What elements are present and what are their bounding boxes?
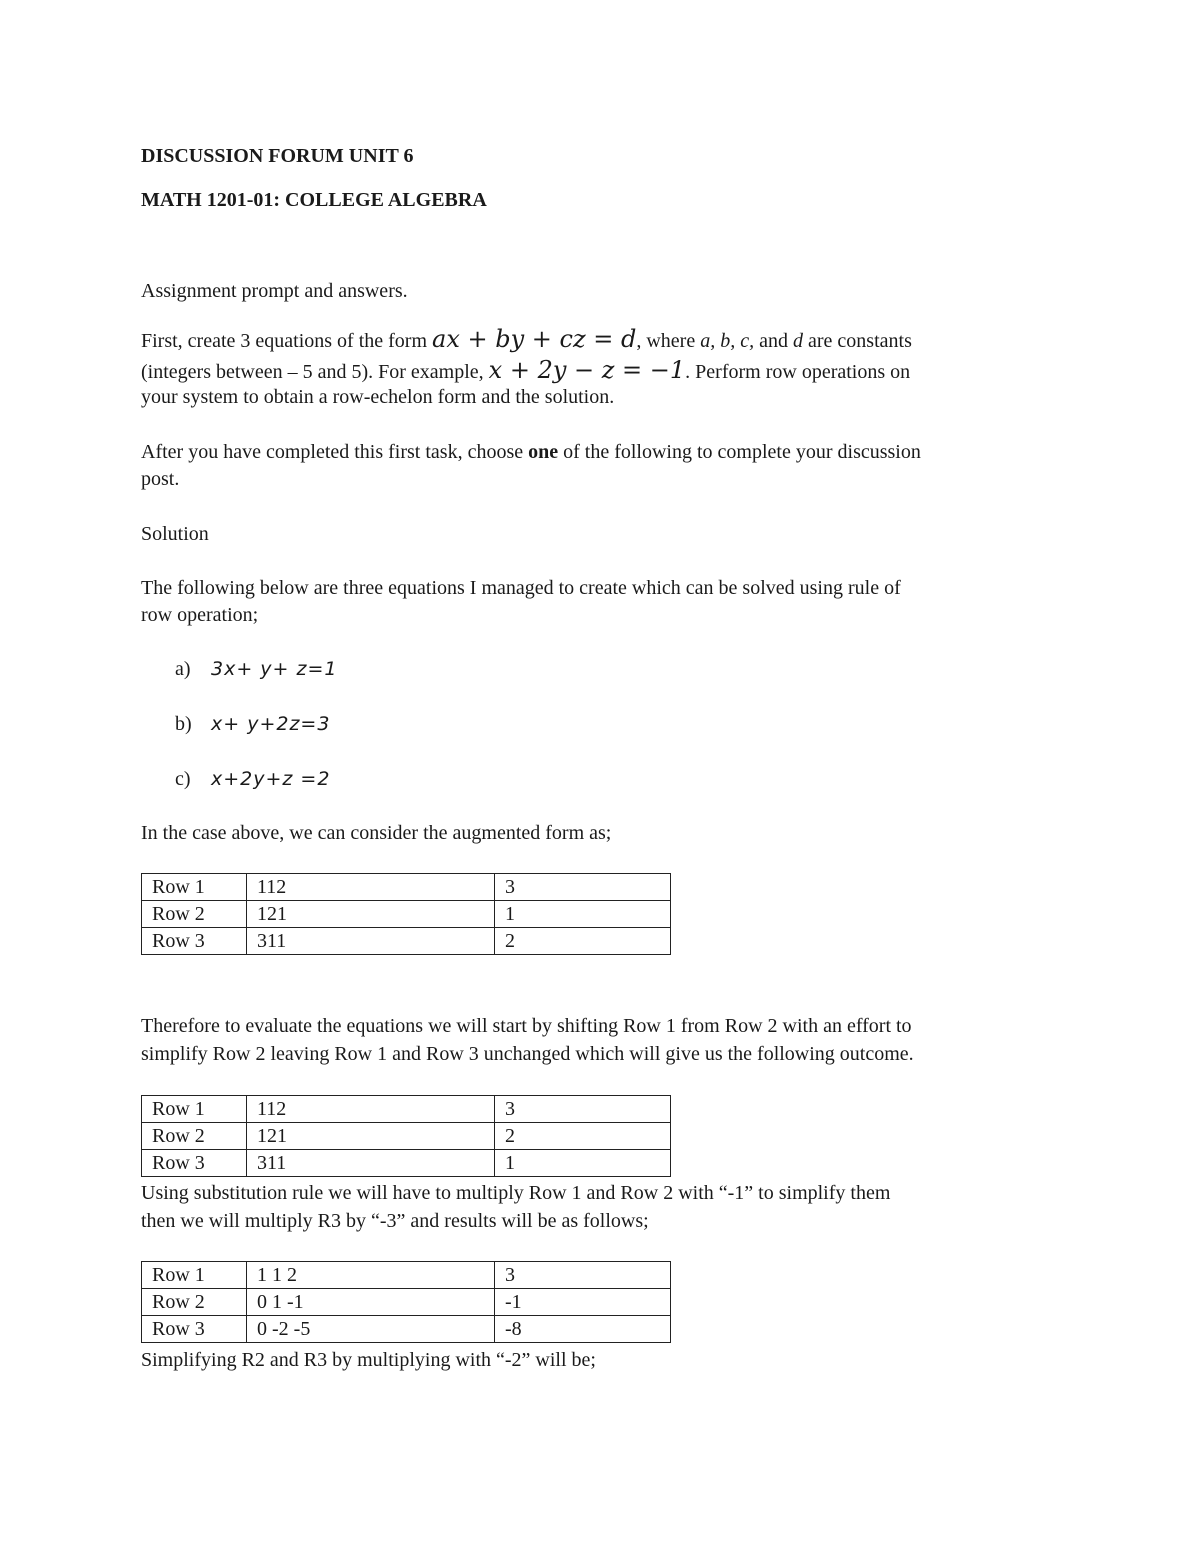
equation-item [175,656,337,683]
emphasis-one: one [528,441,559,463]
equation-label: a) [175,658,191,680]
doc-title: DISCUSSION FORUM UNIT 6 [141,145,414,167]
table-row [142,874,671,901]
table-cell: Row 1 [142,1262,247,1289]
solution-heading: Solution [141,523,209,545]
constant-var-d: d [793,330,803,352]
table-row [142,901,671,928]
table-row [142,1096,671,1123]
table-cell: 1 [495,1150,671,1177]
solution-intro-line-2: row operation; [141,604,259,626]
prompt-text: First, create 3 equations of the form [141,330,433,352]
table-cell: 0 -2 -5 [247,1316,495,1343]
prompt-line-5: post. [141,468,180,490]
solution-intro-line-1: The following below are three equations I managed to create which can be solved using rule of [141,577,901,599]
augmented-table-3 [141,1261,671,1343]
table-cell: 3 [495,874,671,901]
step3-line: Simplifying R2 and R3 by multiplying with “-2” will be; [141,1349,596,1371]
example-equation: x + 2y − z = −1 [488,356,686,384]
augmented-table-1 [141,873,671,955]
table-cell: Row 2 [142,1289,247,1316]
equation-expression: 3x+ y+ z=1 [211,658,338,680]
table-cell: 2 [495,928,671,955]
table-cell: 311 [247,1150,495,1177]
augmented-table-2 [141,1095,671,1177]
step1-line-2: simplify Row 2 leaving Row 1 and Row 3 unchanged which will give us the following outcome. [141,1043,914,1065]
table-cell: 121 [247,901,495,928]
prompt-text: (integers between – 5 and 5). For example, [141,361,489,383]
prompt-heading: Assignment prompt and answers. [141,280,408,302]
table-row [142,1262,671,1289]
equation-expression: x+ y+2z=3 [211,713,331,735]
prompt-text: , where [636,330,701,352]
prompt-text: are constants [803,330,912,352]
table-row [142,1289,671,1316]
augmented-intro: In the case above, we can consider the augmented form as; [141,822,612,844]
step1-line-1: Therefore to evaluate the equations we will start by shifting Row 1 from Row 2 with an effort to [141,1015,912,1037]
table-cell: 2 [495,1123,671,1150]
constant-vars: a, b, c, [700,330,755,352]
equation-label: b) [175,713,192,735]
table-cell: 3 [495,1096,671,1123]
prompt-text: and [754,330,793,352]
prompt-line-1 [141,326,912,355]
equation-item [175,766,330,793]
table-cell: -8 [495,1316,671,1343]
prompt-text: of the following to complete your discussion [558,441,921,463]
table-cell: 1 [495,901,671,928]
table-cell: Row 2 [142,1123,247,1150]
table-cell: 1 1 2 [247,1262,495,1289]
prompt-text: . Perform row operations on [685,361,911,383]
table-cell: Row 3 [142,928,247,955]
prompt-line-4 [141,439,921,466]
table-cell: Row 3 [142,1316,247,1343]
table-row [142,1123,671,1150]
table-cell: 0 1 -1 [247,1289,495,1316]
table-cell: 311 [247,928,495,955]
prompt-line-3: your system to obtain a row-echelon form and the solution. [141,386,615,408]
equation-expression: x+2y+z =2 [211,768,331,790]
table-cell: Row 1 [142,1096,247,1123]
table-row [142,1316,671,1343]
table-cell: 112 [247,1096,495,1123]
table-cell: Row 3 [142,1150,247,1177]
table-row [142,928,671,955]
table-cell: -1 [495,1289,671,1316]
equation-label: c) [175,768,191,790]
table-cell: Row 1 [142,874,247,901]
table-cell: 121 [247,1123,495,1150]
table-cell: 112 [247,874,495,901]
table-cell: 3 [495,1262,671,1289]
step2-line-1: Using substitution rule we will have to multiply Row 1 and Row 2 with “-1” to simplify them [141,1182,891,1204]
prompt-text: After you have completed this first task, choose [141,441,529,463]
course-title: MATH 1201-01: COLLEGE ALGEBRA [141,189,487,211]
equation-item [175,711,330,738]
equation-form: ax + by + cz = d [432,325,637,353]
step2-line-2: then we will multiply R3 by “-3” and results will be as follows; [141,1210,649,1232]
prompt-line-2 [141,357,910,386]
table-row [142,1150,671,1177]
table-cell: Row 2 [142,901,247,928]
